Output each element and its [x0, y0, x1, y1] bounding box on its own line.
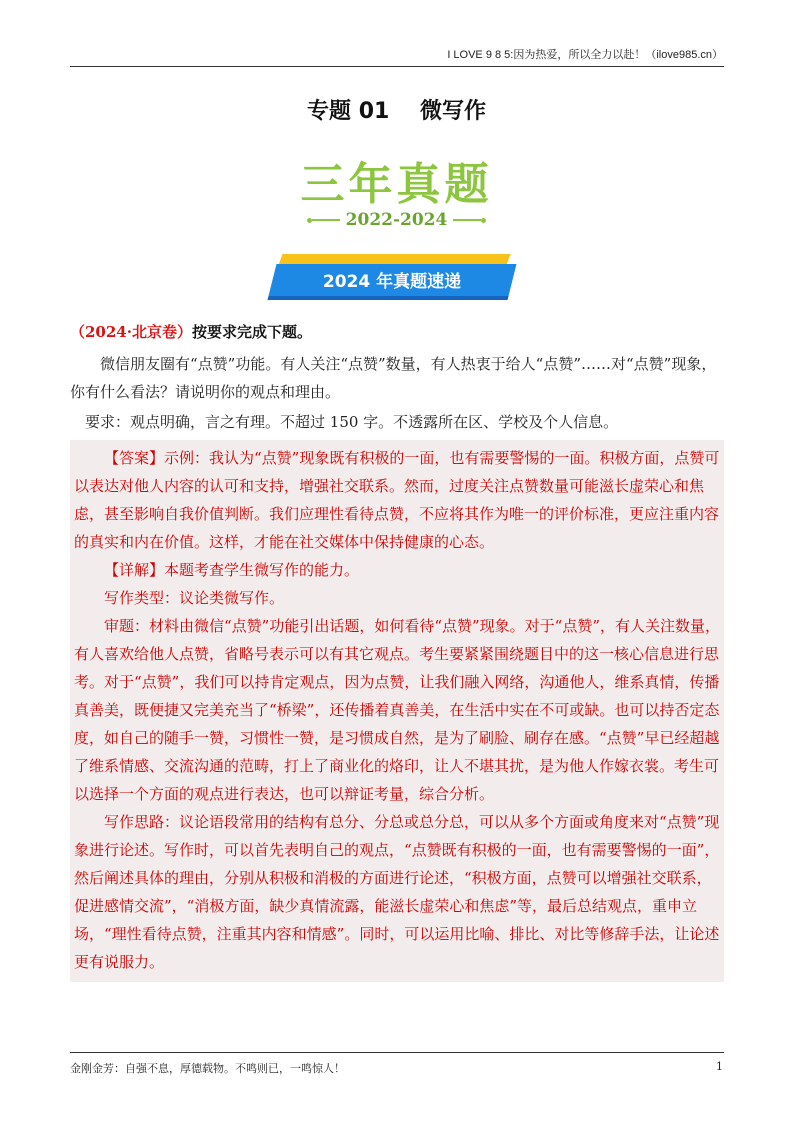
- page-number: 1: [716, 1060, 723, 1073]
- answer-paragraph: 【详解】本题考查学生微写作的能力。: [104, 561, 360, 579]
- header-divider: [70, 66, 724, 67]
- question-instruction: 按要求完成下题。: [191, 323, 312, 341]
- main-content: [70, 318, 724, 982]
- answer-paragraph: 写作思路：议论语段常用的结构有总分、分总或总分总，可以从多个方面或角度来对“点赞”现象进行论述。写作时，可以首先表明自己的观点，“点赞既有积极的一面，也有需要警惕的一面”，然后阐述具体的理由，分别从积极和消极的方面进行论述，“积极方面，点赞可以增强社交联系，促进感情交流”，“消极方面，缺少真情流露，能滋长虚荣心和焦虑”等，最后总结观点，重申立场，“理性看待点赞，注重其内容和情感”。同时，可以运用比喻、排比、对比等修辞手法，让论述更有说服力。: [74, 813, 720, 971]
- footer-motto: 金刚金芳：自强不息，厚德载物。不鸣则已，一鸣惊人！: [70, 1062, 345, 1075]
- answer-paragraph: 【答案】示例：我认为“点赞”现象既有积极的一面，也有需要警惕的一面。积极方面，点赞可以表达对他人内容的认可和支持，增强社交联系。然而，过度关注点赞数量可能滋长虚荣心和焦虑，甚至影响自我价值判断。我们应理性看待点赞，不应将其作为唯一的评价标准，更应注重内容的真实和内在价值。这样，才能在社交媒体中保持健康的心态。: [74, 449, 720, 551]
- years-left-ornament: [307, 218, 340, 223]
- footer-divider: [70, 1052, 724, 1053]
- question-heading: [70, 318, 724, 346]
- question-requirement: 要求：观点明确，言之有理。不超过 150 字。不透露所在区、学校及个人信息。: [85, 413, 619, 431]
- years-label: 2022-2024: [345, 210, 448, 230]
- section-banner: [272, 254, 512, 302]
- big-title: 三年真题: [300, 159, 493, 210]
- answer-paragraph: 审题：材料由微信“点赞”功能引出话题，如何看待“点赞”现象。对于“点赞”，有人关注数量，有人喜欢给他人点赞，省略号表示可以有其它观点。考生要紧紧围绕题目中的这一核心信息进行思考。对于“点赞”，我们可以持肯定观点，因为点赞，让我们融入网络，沟通他人，维系真情，传播真善美，既便捷又完美充当了“桥梁”，还传播着真善美，在生活中实在不可或缺。也可以持否定态度，如自己的随手一赞，习惯性一赞，是习惯成自然，是为了刷脸、刷存在感。“点赞”早已经超越了维系情感、交流沟通的范畴，打上了商业化的烙印，让人不堪其扰，是为他人作嫁衣裳。考生可以选择一个方面的观点进行表达，也可以辩证考量，综合分析。: [74, 617, 721, 803]
- question-source: （2024·北京卷）: [70, 323, 192, 341]
- question-prompt: 微信朋友圈有“点赞”功能。有人关注“点赞”数量，有人热衷于给人“点赞”……对“点赞”现象，你有什么看法？请说明你的观点和理由。: [70, 355, 717, 401]
- answer-paragraph: 写作类型：议论类微写作。: [104, 589, 285, 607]
- header-text: I LOVE 9 8 5:因为热爱，所以全力以赴！（ilove985.cn）: [447, 49, 723, 61]
- years-right-ornament: [453, 218, 486, 223]
- answer-box: [70, 440, 724, 982]
- years-row: [0, 210, 793, 230]
- banner-label: 2024 年真题速递: [322, 272, 462, 292]
- page-title: 专题 01 微写作: [307, 99, 486, 124]
